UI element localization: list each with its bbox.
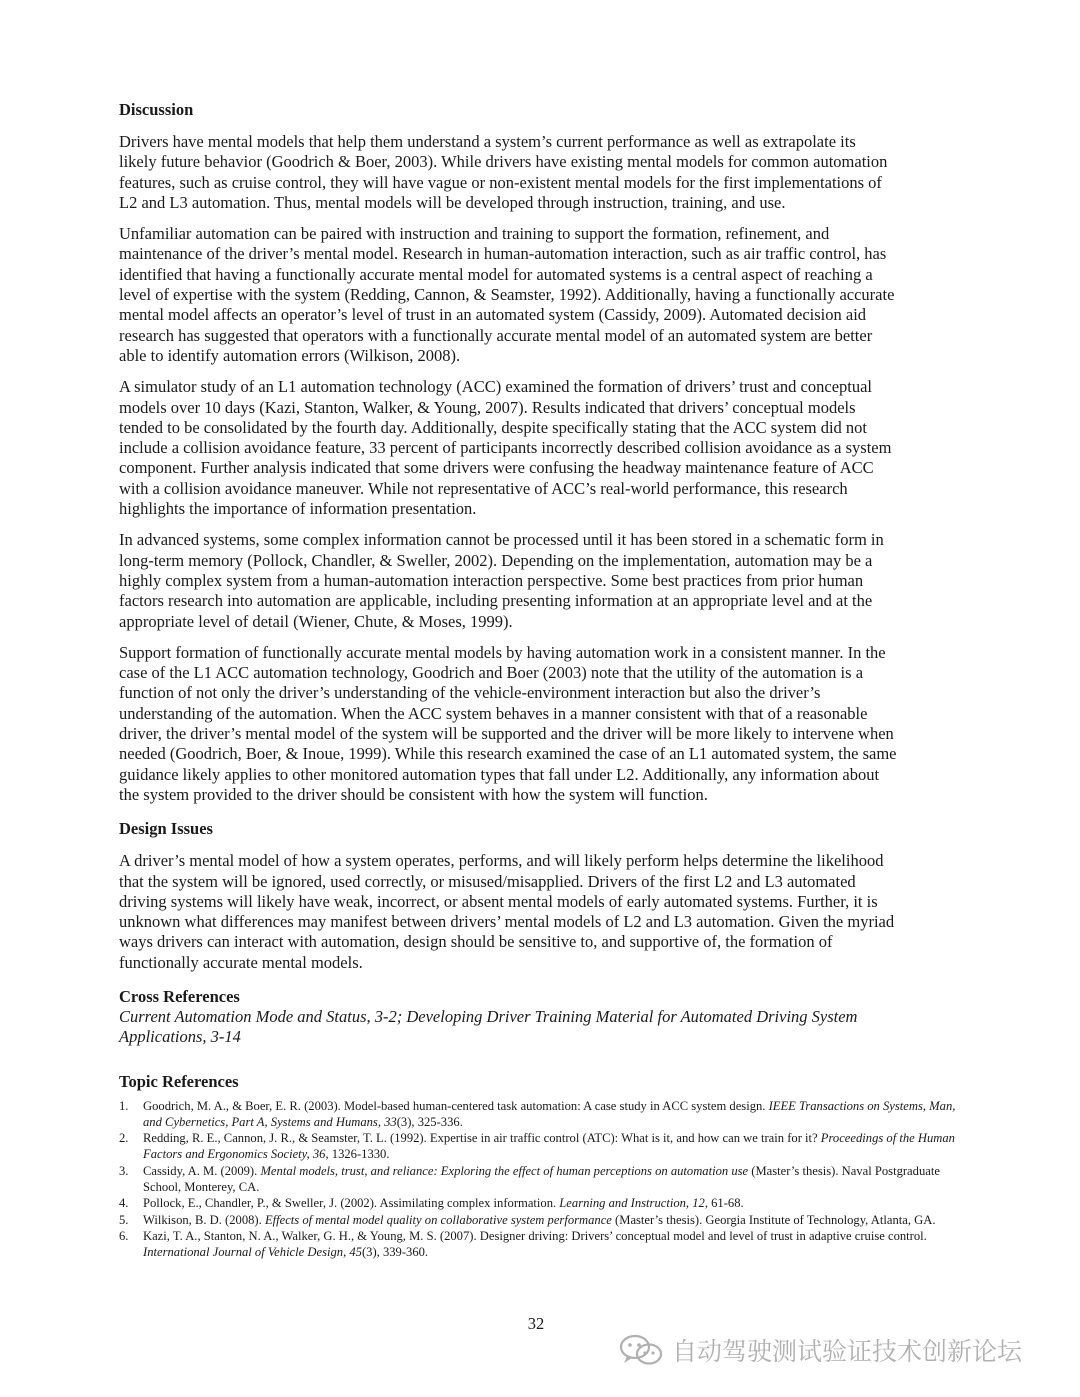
reference-number: 6. bbox=[119, 1229, 129, 1244]
design-issues-heading: Design Issues bbox=[119, 819, 213, 839]
discussion-paragraph: Drivers have mental models that help them understand a system’s current performance as well as extrapolate its likely future behavior (Goodrich & Boer, 2003). While drivers have existing mental models for common automation features, such as cruise control, they will have vague or non-existent mental models for the first implementations of L2 and L3 automation. Thus, mental models will be developed through instruction, training, and use. bbox=[119, 132, 888, 212]
cross-references-heading: Cross References bbox=[119, 986, 240, 1006]
watermark bbox=[618, 1332, 1022, 1368]
reference-text: International Journal of Vehicle Design, 45 bbox=[143, 1245, 362, 1260]
reference-item bbox=[119, 1130, 959, 1162]
topic-references-section bbox=[119, 1072, 959, 1261]
reference-item bbox=[119, 1228, 959, 1260]
design-issues-section bbox=[119, 819, 959, 973]
reference-text: (3), 339-360. bbox=[361, 1245, 429, 1260]
reference-text: Cassidy, A. M. (2009). bbox=[143, 1163, 261, 1178]
reference-text: Mental models, trust, and reliance: Exploring the effect of human perceptions on automation use bbox=[260, 1163, 749, 1178]
wechat-icon bbox=[618, 1333, 664, 1367]
reference-text: , 61-68. bbox=[704, 1196, 744, 1211]
watermark-text: 自动驾驶测试验证技术创新论坛 bbox=[672, 1337, 1023, 1366]
discussion-section bbox=[119, 100, 959, 805]
reference-text: (3), 325-336. bbox=[396, 1114, 463, 1129]
reference-number: 1. bbox=[119, 1098, 129, 1113]
page-number: 32 bbox=[527, 1314, 545, 1333]
cross-references-text: Current Automation Mode and Status, 3-2; Developing Driver Training Material for Automated Driving System Applications, 3-14 bbox=[119, 1006, 858, 1047]
discussion-paragraph: Unfamiliar automation can be paired with instruction and training to support the formation, refinement, and maintenance of the driver’s mental model. Research in human-automation interaction, such as air traffic control, has identified that having a functionally accurate mental model for automated systems is a central aspect of reaching a level of expertise with the system (Redding, Cannon, & Seamster, 1992). Additionally, having a functionally accurate mental model affects an operator’s level of trust in an automated system (Cassidy, 2009). Automated decision aid research has suggested that operators with a functionally accurate mental model of an automated system are better able to identify automation errors (Wilkison, 2008). bbox=[119, 224, 895, 365]
reference-text: Kazi, T. A., Stanton, N. A., Walker, G. H., & Young, M. S. (2007). Designer driving: Drivers’ conceptual model and level of trust in adaptive cruise control. bbox=[143, 1229, 927, 1244]
document-page bbox=[119, 100, 959, 1261]
cross-references-section bbox=[119, 987, 959, 1048]
reference-item bbox=[119, 1212, 959, 1228]
reference-text: Pollock, E., Chandler, P., & Sweller, J. (2002). Assimilating complex information. bbox=[143, 1196, 560, 1211]
discussion-heading: Discussion bbox=[119, 100, 194, 119]
discussion-paragraph: A simulator study of an L1 automation technology (ACC) examined the formation of drivers’ trust and conceptual models over 10 days (Kazi, Stanton, Walker, & Young, 2007). Results indicated that drivers’ conceptual models tended to be consolidated by the fourth day. Additionally, despite specifically stating that the ACC system did not include a collision avoidance feature, 33 percent of participants incorrectly described collision avoidance as a system component. Further analysis indicated that some drivers were confusing the headway maintenance feature of ACC with a collision avoidance maneuver. While not representative of ACC’s real-world performance, this research highlights the importance of information presentation. bbox=[119, 377, 892, 519]
reference-number: 3. bbox=[119, 1163, 129, 1178]
reference-number: 5. bbox=[119, 1212, 129, 1227]
design-issues-paragraph: A driver’s mental model of how a system operates, performs, and will likely perform helps determine the likelihood that the system will be ignored, used correctly, or misused/misapplied. Drivers of the first L2 and L3 automated driving systems will likely have weak, incorrect, or absent mental models of early automated systems. Further, it is unknown what differences may manifest between drivers’ mental models of L2 and L3 automation. Given the myriad ways drivers can interact with automation, design should be sensitive to, and supportive of, the formation of functionally accurate mental models. bbox=[119, 851, 895, 972]
topic-references-heading: Topic References bbox=[119, 1071, 239, 1091]
reference-text: Redding, R. E., Cannon, J. R., & Seamster, T. L. (1992). Expertise in air traffic control (ATC): What is it, and how can we train for it? bbox=[143, 1131, 821, 1146]
reference-text: (Master’s thesis). Georgia Institute of Technology, Atlanta, GA. bbox=[611, 1212, 936, 1227]
reference-text: Learning and Instruction, 12 bbox=[559, 1196, 705, 1211]
reference-text: Goodrich, M. A., & Boer, E. R. (2003). Model-based human-centered task automation: A case study in ACC system design. bbox=[143, 1098, 769, 1113]
reference-number: 2. bbox=[119, 1131, 129, 1146]
reference-item bbox=[119, 1163, 959, 1195]
reference-text: (Master’s thesis). Naval Postgraduate School, Monterey, CA. bbox=[143, 1163, 940, 1194]
reference-number: 4. bbox=[119, 1196, 129, 1211]
discussion-paragraph: Support formation of functionally accurate mental models by having automation work in a consistent manner. In the case of the L1 ACC automation technology, Goodrich and Boer (2003) note that the utility of the automation is a function of not only the driver’s understanding of the vehicle-environment interaction but also the driver’s understanding of the automation. When the ACC system behaves in a manner consistent with that of a reasonable driver, the driver’s mental model of the system will be supported and the driver will be more likely to intervene when needed (Goodrich, Boer, & Inoue, 1999). While this research examined the case of an L1 automated system, the same guidance likely applies to other monitored automation types that fall under L2. Additionally, any information about the system provided to the driver should be consistent with how the system will function. bbox=[119, 642, 897, 804]
reference-item bbox=[119, 1098, 959, 1130]
reference-text: Wilkison, B. D. (2008). bbox=[143, 1212, 265, 1227]
reference-text: Proceedings of the Human Factors and Ergonomics Society, 36 bbox=[143, 1131, 955, 1162]
reference-text: IEEE Transactions on Systems, Man, and Cybernetics, Part A, Systems and Humans, 33 bbox=[143, 1098, 956, 1129]
reference-text: Effects of mental model quality on collaborative system performance bbox=[264, 1212, 612, 1227]
reference-item bbox=[119, 1195, 959, 1211]
reference-text: , 1326-1330. bbox=[325, 1147, 390, 1162]
reference-list bbox=[119, 1098, 959, 1261]
discussion-paragraph: In advanced systems, some complex information cannot be processed until it has been stored in a schematic form in long-term memory (Pollock, Chandler, & Sweller, 2002). Depending on the implementation, automation may be a highly complex system from a human-automation interaction perspective. Some best practices from prior human factors research into automation are applicable, including presenting information at an appropriate level and at the appropriate level of detail (Wiener, Chute, & Moses, 1999). bbox=[119, 530, 884, 631]
